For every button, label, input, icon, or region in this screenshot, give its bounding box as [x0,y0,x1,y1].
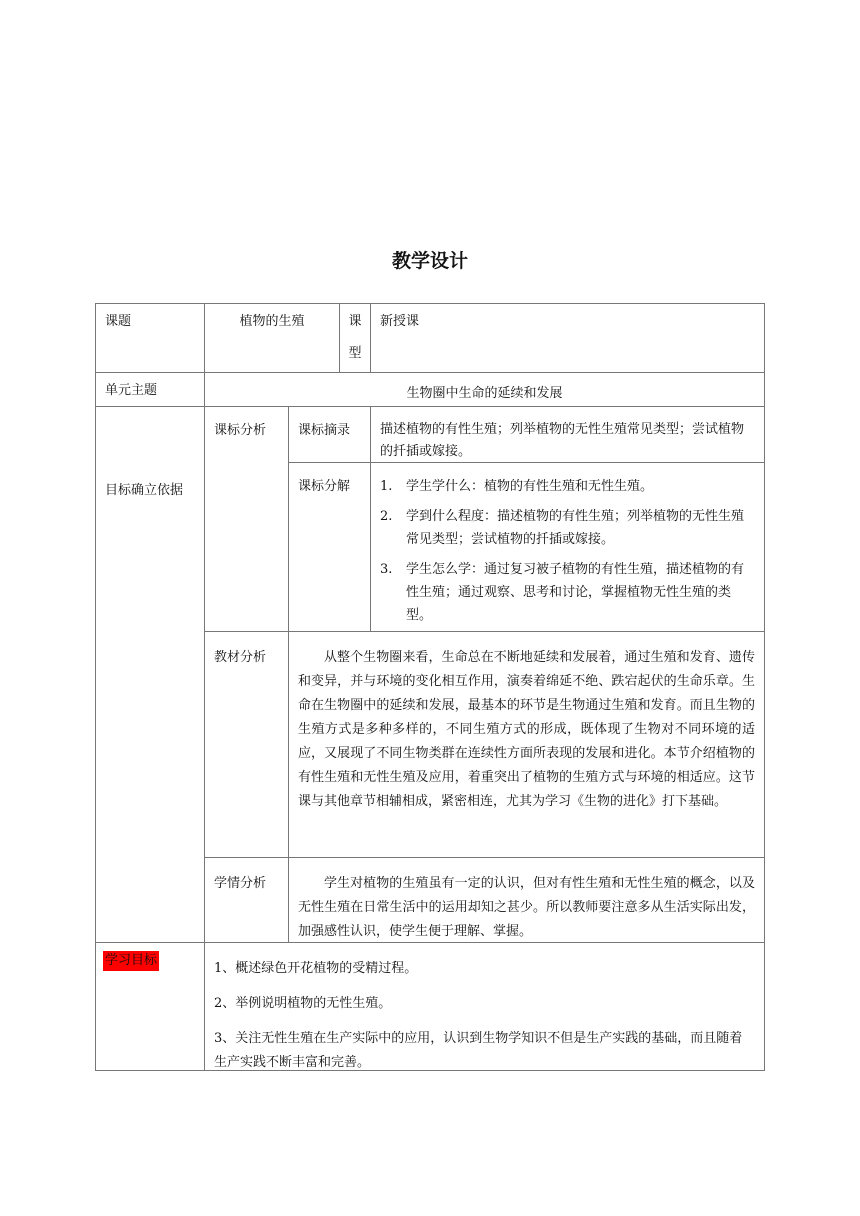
list-item [380,558,755,627]
standard-breakdown-list [380,475,755,627]
list-item-text: 学到什么程度：描述植物的有性生殖；列举植物的无性生殖常见类型；尝试植物的扦插或嫁接。 [406,509,745,547]
list-item-number: 3. [380,562,393,577]
student-analysis-text: 学生对植物的生殖虽有一定的认识，但对有性生殖和无性生殖的概念，以及无性生殖在日常生活中的运用却知之甚少。所以教师要注意多从生活实际出发，加强感性认识，使学生便于理解、掌握。 [298,876,755,939]
student-analysis-label-cell [205,858,289,943]
standard-breakdown-label-cell [289,463,371,632]
course-type-value: 新授课 [380,314,420,329]
goals-cell [205,943,765,1071]
goal-item: 2、举例说明植物的无性生殖。 [214,996,392,1011]
textbook-analysis-cell [289,632,765,858]
textbook-analysis-label: 教材分析 [214,650,267,665]
basis-label-cell [96,407,205,943]
unit-label-cell [96,373,205,407]
course-label-cell [96,304,205,373]
goal-item: 3、关注无性生殖在生产实际中的应用，认识到生物学知识不但是生产实践的基础，而且随着生产实践不断丰富和完善。 [214,1031,743,1070]
standard-breakdown-cell [371,463,765,632]
course-type-label-1: 课 [348,314,362,329]
standard-breakdown-label: 课标分解 [298,479,351,494]
goal-item: 1、概述绿色开花植物的受精过程。 [214,961,418,976]
list-item-text: 学生怎么学：通过复习被子植物的有性生殖，描述植物的有性生殖；通过观察、思考和讨论，掌握植物无性生殖的类型。 [406,562,745,623]
textbook-analysis-text: 从整个生物圈来看，生命总在不断地延续和发展着，通过生殖和发育、遗传和变异，并与环境的变化相互作用，演奏着绵延不绝、跌宕起伏的生命乐章。生命在生物圈中的延续和发展，最基本的环节是生物通过生殖和发育。而且生物的生殖方式是多种多样的，不同生殖方式的形成，既体现了生物对不同环境的适应，又展现了不同生物类群在连续性方面所表现的发展和进化。本节介绍植物的有性生殖和无性生殖及应用，着重突出了植物的生殖方式与环境的相适应。这节课与其他章节相辅相成，紧密相连，尤其为学习《生物的进化》打下基础。 [298,650,755,809]
course-label: 课题 [105,314,132,329]
unit-value-cell [205,373,765,407]
standard-analysis-label-cell [205,407,289,632]
goals-label-cell [96,943,205,1071]
list-item-text: 学生学什么：植物的有性生殖和无性生殖。 [406,479,654,494]
basis-label: 目标确立依据 [105,483,184,498]
standard-excerpt-text: 描述植物的有性生殖；列举植物的无性生殖常见类型；尝试植物的扦插或嫁接。 [380,422,745,459]
list-item [380,475,755,498]
course-type-label-2: 型 [348,346,362,361]
course-type-value-cell [371,304,765,373]
unit-label: 单元主题 [105,383,158,398]
standard-excerpt-label-cell [289,407,371,463]
list-item-number: 1. [380,479,393,494]
course-value: 植物的生殖 [239,314,305,329]
document-title: 教学设计 [391,250,468,272]
student-analysis-cell [289,858,765,943]
student-analysis-label: 学情分析 [214,876,267,891]
standard-analysis-label: 课标分析 [214,423,267,438]
list-item [380,505,755,551]
goals-label: 学习目标 [103,951,159,971]
unit-value: 生物圈中生命的延续和发展 [406,386,563,401]
standard-excerpt-cell [371,407,765,463]
course-value-cell [205,304,340,373]
course-type-label-cell [340,304,371,373]
standard-excerpt-label: 课标摘录 [298,423,351,438]
lesson-plan-table [95,303,765,1071]
textbook-analysis-label-cell [205,632,289,858]
list-item-number: 2. [380,509,393,524]
